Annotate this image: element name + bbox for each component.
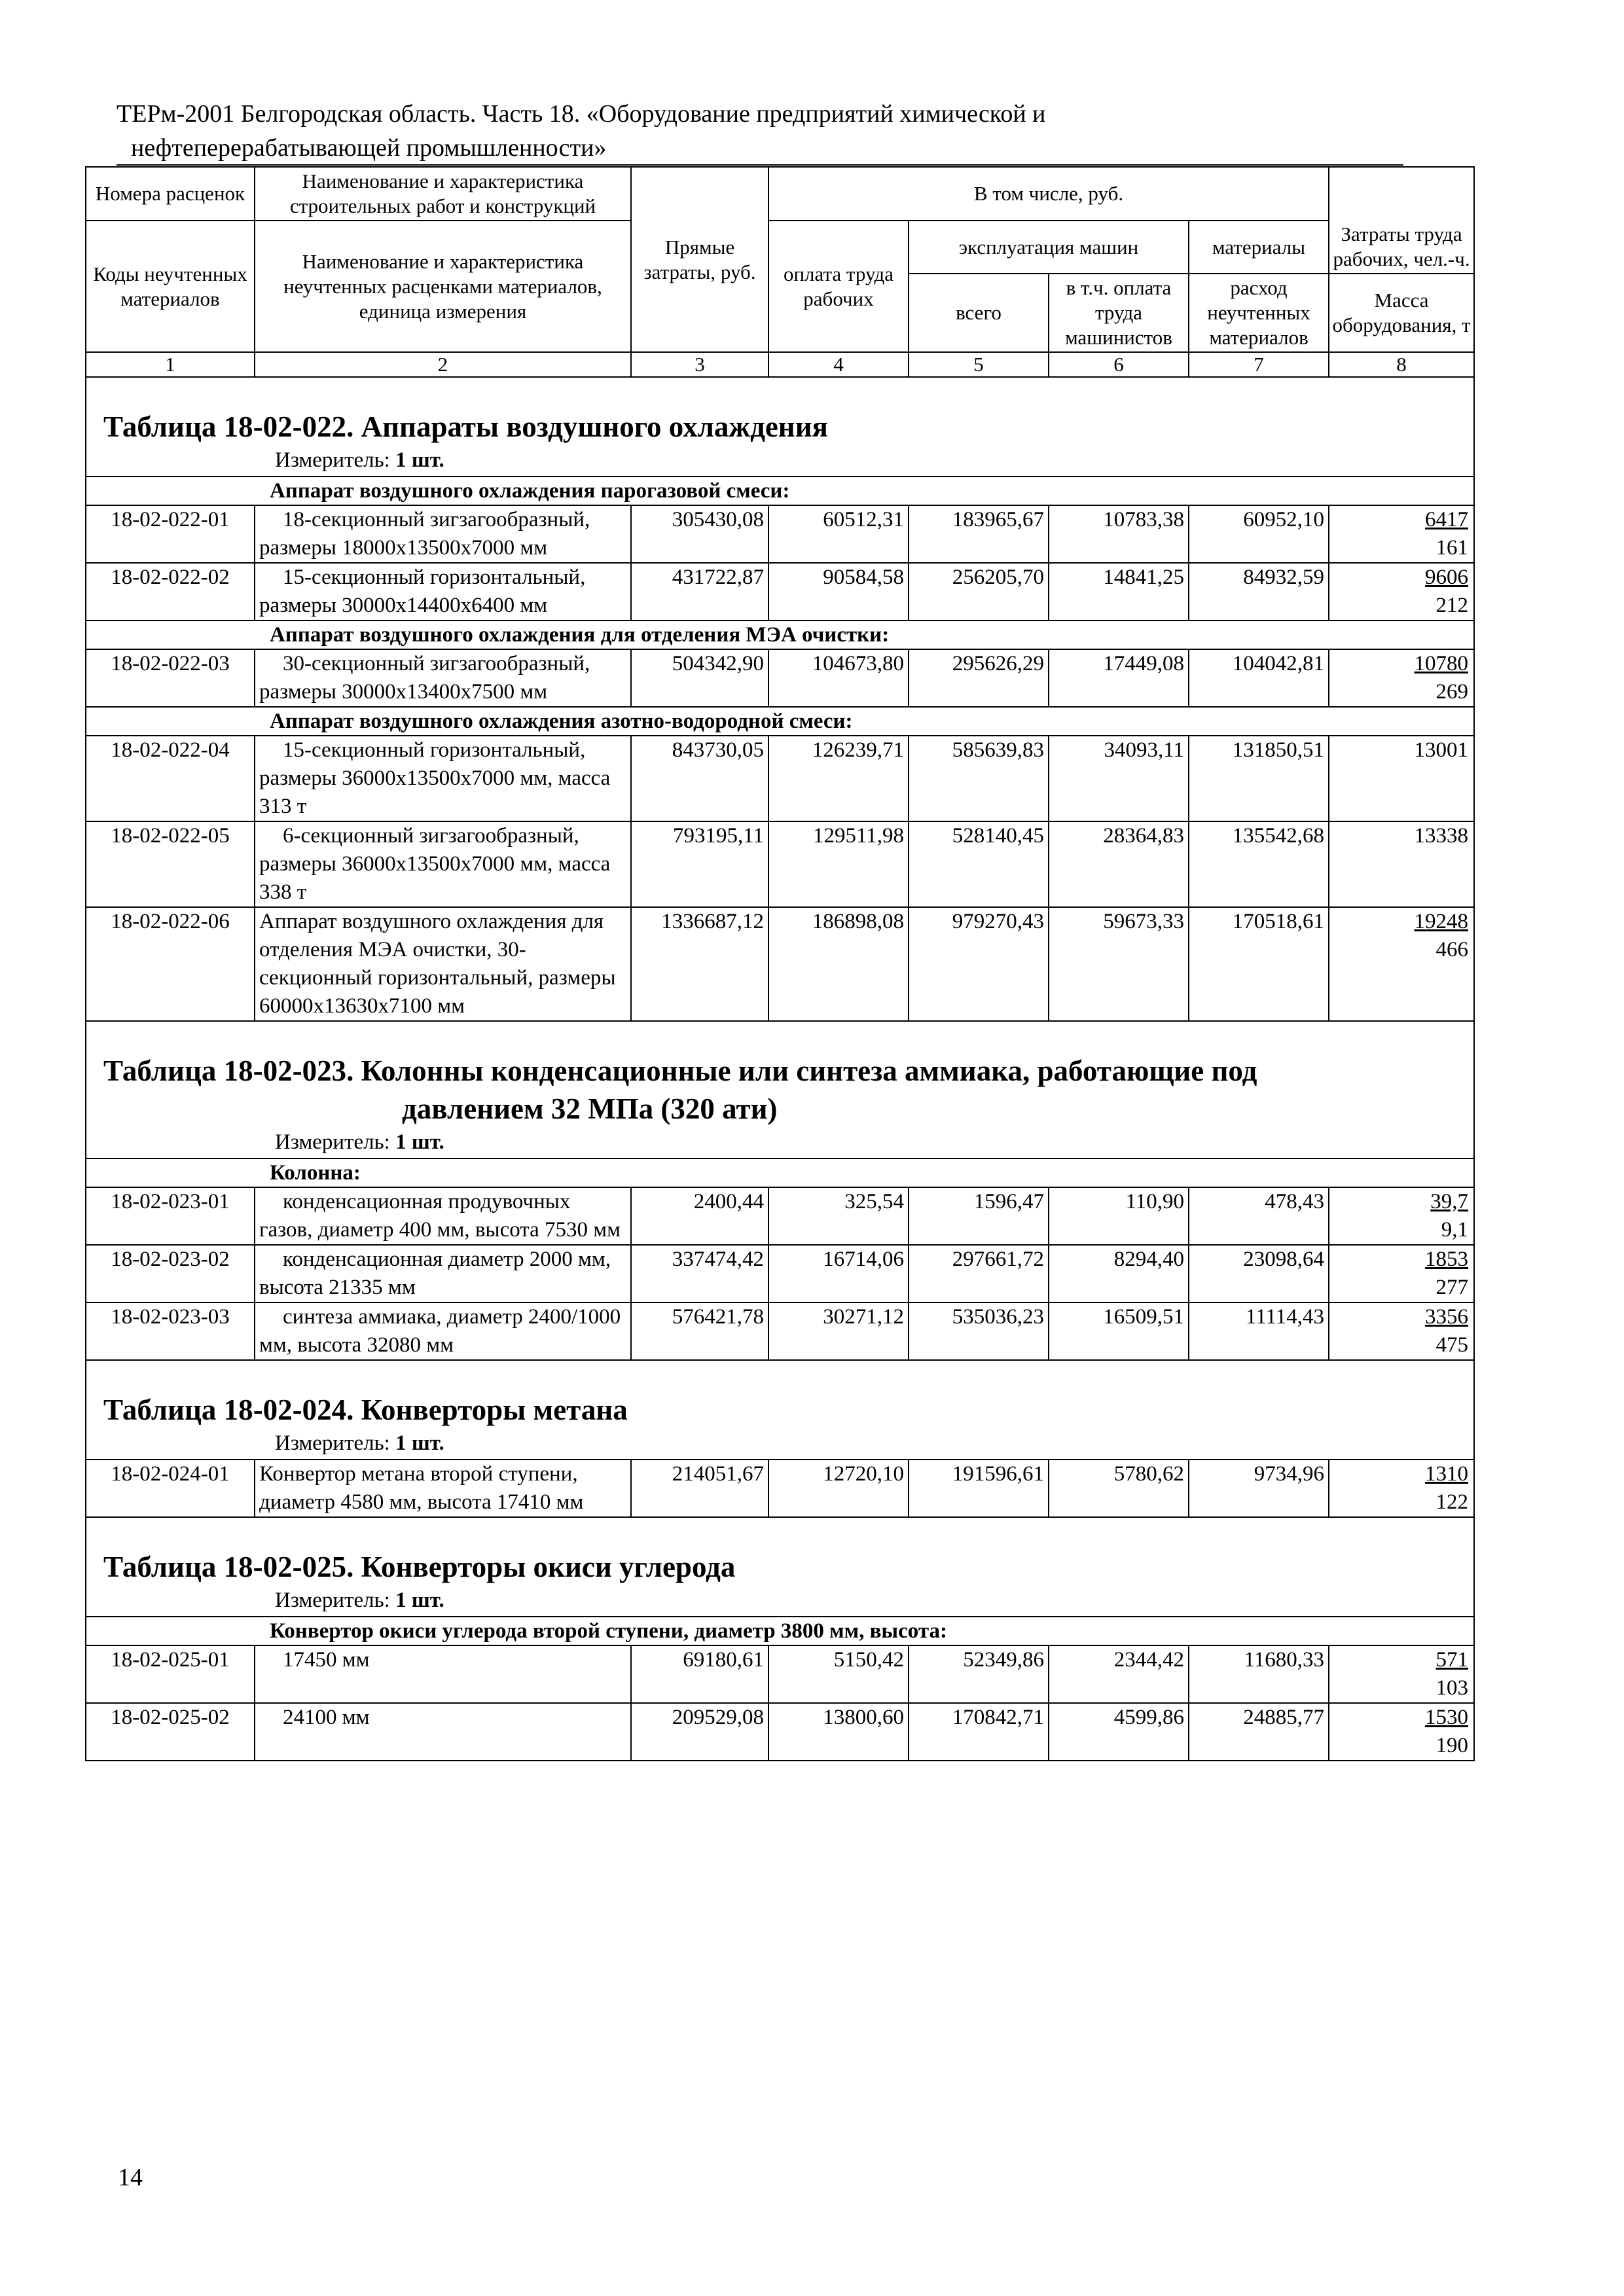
col8-top-header: Затраты труда рабочих, чел.-ч. xyxy=(1329,221,1474,274)
direct-cost: 337474,42 xyxy=(631,1245,768,1302)
machinist-labor-cost: 17449,08 xyxy=(1049,649,1189,707)
table-row xyxy=(86,649,1474,707)
material-cost: 23098,64 xyxy=(1189,1245,1329,1302)
machinist-labor-cost: 110,90 xyxy=(1049,1187,1189,1245)
column-number-cell: 1 xyxy=(86,352,255,377)
labor-hours: 6417 xyxy=(1425,508,1469,531)
labor-hours-cell xyxy=(1329,1645,1474,1703)
labor-cost: 325,54 xyxy=(768,1187,909,1245)
col2-top-header: Наименование и характеристика строительных работ и конструкций xyxy=(255,167,631,221)
direct-cost: 793195,11 xyxy=(631,821,768,907)
table-row xyxy=(86,1460,1474,1517)
material-cost: 24885,77 xyxy=(1189,1703,1329,1761)
col6-header: в т.ч. оплата труда машинистов xyxy=(1049,274,1189,352)
direct-cost: 576421,78 xyxy=(631,1302,768,1360)
col8-top-header-spacer xyxy=(1329,167,1474,221)
machine-cost: 183965,67 xyxy=(909,505,1049,563)
column-number-row xyxy=(86,352,1474,377)
equipment-mass: 475 xyxy=(1435,1333,1469,1357)
labor-cost: 129511,98 xyxy=(768,821,909,907)
rate-name: синтеза аммиака, диаметр 2400/1000 мм, высота 32080 мм xyxy=(255,1302,631,1360)
equipment-mass: 190 xyxy=(1435,1734,1469,1757)
rate-code: 18-02-022-02 xyxy=(86,563,255,620)
table-title xyxy=(90,1518,1470,1586)
table-head xyxy=(86,167,1474,377)
machine-cost: 52349,86 xyxy=(909,1645,1049,1703)
machines-header: эксплуатация машин xyxy=(909,221,1189,274)
rate-code: 18-02-022-05 xyxy=(86,821,255,907)
direct-cost: 1336687,12 xyxy=(631,907,768,1021)
table-row xyxy=(86,1245,1474,1302)
rate-name: 6-секционный зигзагообразный, размеры 36000х13500х7000 мм, масса 338 т xyxy=(255,821,631,907)
column-number-cell: 2 xyxy=(255,352,631,377)
table-title xyxy=(90,378,1470,446)
table-measure xyxy=(90,446,1470,476)
table-title-text: Таблица 18-02-023. Колонны конденсационные или синтеза аммиака, работающие под xyxy=(103,1054,1257,1087)
labor-cost: 16714,06 xyxy=(768,1245,909,1302)
table-row xyxy=(86,907,1474,1021)
measure-label: Измеритель: xyxy=(275,1588,390,1612)
table-row xyxy=(86,736,1474,821)
labor-hours-cell xyxy=(1329,505,1474,563)
labor-cost: 30271,12 xyxy=(768,1302,909,1360)
machine-cost: 979270,43 xyxy=(909,907,1049,1021)
machinist-labor-cost: 10783,38 xyxy=(1049,505,1189,563)
group-header-row xyxy=(86,476,1474,505)
table-title-row xyxy=(86,1517,1474,1617)
machinist-labor-cost: 8294,40 xyxy=(1049,1245,1189,1302)
material-cost: 9734,96 xyxy=(1189,1460,1329,1517)
column-number-cell: 5 xyxy=(909,352,1049,377)
machine-cost: 191596,61 xyxy=(909,1460,1049,1517)
header-line-2: нефтеперерабатывающей промышленности» xyxy=(131,134,607,162)
table-row xyxy=(86,1703,1474,1761)
table-measure xyxy=(90,1586,1470,1616)
labor-cost: 186898,08 xyxy=(768,907,909,1021)
rate-name: 24100 мм xyxy=(255,1703,631,1761)
labor-hours-cell xyxy=(1329,1703,1474,1761)
machine-cost: 170842,71 xyxy=(909,1703,1049,1761)
rate-code: 18-02-023-03 xyxy=(86,1302,255,1360)
machine-cost: 256205,70 xyxy=(909,563,1049,620)
col8-bottom-header: Масса оборудования, т xyxy=(1329,274,1474,352)
equipment-mass: 161 xyxy=(1435,536,1469,560)
labor-hours-cell xyxy=(1329,563,1474,620)
material-cost: 478,43 xyxy=(1189,1187,1329,1245)
labor-hours-cell xyxy=(1329,1187,1474,1245)
labor-hours: 9606 xyxy=(1425,565,1469,589)
labor-cost: 104673,80 xyxy=(768,649,909,707)
table-title xyxy=(90,1022,1470,1128)
col1-bottom-header: Коды неучтенных материалов xyxy=(86,221,255,352)
machine-cost: 528140,45 xyxy=(909,821,1049,907)
col4-header: оплата труда рабочих xyxy=(768,221,909,352)
direct-cost: 2400,44 xyxy=(631,1187,768,1245)
equipment-mass: 103 xyxy=(1435,1676,1469,1700)
table-measure xyxy=(90,1429,1470,1459)
table-measure xyxy=(90,1128,1470,1158)
labor-hours: 1530 xyxy=(1425,1706,1469,1729)
rate-name: 15-секционный горизонтальный, размеры 36000х13500х7000 мм, масса 313 т xyxy=(255,736,631,821)
rate-code: 18-02-025-02 xyxy=(86,1703,255,1761)
labor-hours-cell xyxy=(1329,821,1474,907)
labor-hours: 1310 xyxy=(1425,1462,1469,1486)
direct-cost: 214051,67 xyxy=(631,1460,768,1517)
rate-name: 30-секционный зигзагообразный, размеры 30000х13400х7500 мм xyxy=(255,649,631,707)
labor-hours-cell xyxy=(1329,649,1474,707)
table-body xyxy=(86,377,1474,1761)
group-header-row xyxy=(86,1617,1474,1645)
direct-cost: 69180,61 xyxy=(631,1645,768,1703)
machinist-labor-cost: 59673,33 xyxy=(1049,907,1189,1021)
equipment-mass: 212 xyxy=(1435,594,1469,617)
rate-code: 18-02-022-06 xyxy=(86,907,255,1021)
page-number: 14 xyxy=(118,2164,143,2191)
machine-cost: 1596,47 xyxy=(909,1187,1049,1245)
group-label: Колонна: xyxy=(86,1158,1474,1187)
table-title-cell xyxy=(86,1021,1474,1158)
labor-cost: 126239,71 xyxy=(768,736,909,821)
measure-label: Измеритель: xyxy=(275,448,390,472)
labor-cost: 12720,10 xyxy=(768,1460,909,1517)
rate-code: 18-02-024-01 xyxy=(86,1460,255,1517)
group-header-row xyxy=(86,620,1474,649)
table-title xyxy=(90,1361,1470,1429)
including-header: В том числе, руб. xyxy=(768,167,1329,221)
group-label: Аппарат воздушного охлаждения для отделения МЭА очистки: xyxy=(86,620,1474,649)
table-title-text: Таблица 18-02-024. Конверторы метана xyxy=(103,1393,628,1426)
rate-code: 18-02-022-04 xyxy=(86,736,255,821)
machinist-labor-cost: 16509,51 xyxy=(1049,1302,1189,1360)
labor-hours-cell xyxy=(1329,907,1474,1021)
equipment-mass: 466 xyxy=(1435,938,1469,961)
rate-name: Аппарат воздушного охлаждения для отделения МЭА очистки, 30-секционный горизонтальный, размеры 60000х13630х7100 мм xyxy=(255,907,631,1021)
direct-cost: 305430,08 xyxy=(631,505,768,563)
rate-name: конденсационная диаметр 2000 мм, высота 21335 мм xyxy=(255,1245,631,1302)
machinist-labor-cost: 2344,42 xyxy=(1049,1645,1189,1703)
rate-name: Конвертор метана второй ступени, диаметр 4580 мм, высота 17410 мм xyxy=(255,1460,631,1517)
measure-label: Измеритель: xyxy=(275,1431,390,1455)
material-cost: 60952,10 xyxy=(1189,505,1329,563)
group-label: Конвертор окиси углерода второй ступени, диаметр 3800 мм, высота: xyxy=(86,1617,1474,1645)
table-title-row xyxy=(86,1021,1474,1158)
direct-cost: 843730,05 xyxy=(631,736,768,821)
measure-value: 1 шт. xyxy=(395,1431,444,1455)
machinist-labor-cost: 4599,86 xyxy=(1049,1703,1189,1761)
rate-code: 18-02-025-01 xyxy=(86,1645,255,1703)
labor-hours: 571 xyxy=(1435,1648,1469,1672)
equipment-mass: 269 xyxy=(1435,680,1469,704)
machinist-labor-cost: 5780,62 xyxy=(1049,1460,1189,1517)
group-header-row xyxy=(86,1158,1474,1187)
group-label: Аппарат воздушного охлаждения азотно-водородной смеси: xyxy=(86,707,1474,736)
machine-cost: 297661,72 xyxy=(909,1245,1049,1302)
labor-cost: 60512,31 xyxy=(768,505,909,563)
group-header-row xyxy=(86,707,1474,736)
labor-cost: 13800,60 xyxy=(768,1703,909,1761)
table-title-row xyxy=(86,377,1474,476)
machine-cost: 295626,29 xyxy=(909,649,1049,707)
machinist-labor-cost: 28364,83 xyxy=(1049,821,1189,907)
rate-code: 18-02-023-01 xyxy=(86,1187,255,1245)
column-number-cell: 4 xyxy=(768,352,909,377)
material-cost: 84932,59 xyxy=(1189,563,1329,620)
table-title-cell xyxy=(86,377,1474,476)
material-cost: 11680,33 xyxy=(1189,1645,1329,1703)
col3-header: Прямые затраты, руб. xyxy=(631,167,768,352)
direct-cost: 504342,90 xyxy=(631,649,768,707)
rate-name: 17450 мм xyxy=(255,1645,631,1703)
material-cost: 104042,81 xyxy=(1189,649,1329,707)
equipment-mass: 9,1 xyxy=(1441,1218,1469,1242)
rate-name: конденсационная продувочных газов, диаметр 400 мм, высота 7530 мм xyxy=(255,1187,631,1245)
table-title-continuation: давлением 32 МПа (320 ати) xyxy=(402,1092,778,1125)
labor-hours-cell xyxy=(1329,736,1474,821)
labor-hours: 10780 xyxy=(1414,652,1469,675)
table-row xyxy=(86,563,1474,620)
table-title-cell xyxy=(86,1360,1474,1460)
table-row xyxy=(86,1187,1474,1245)
labor-hours: 1853 xyxy=(1425,1247,1469,1271)
rate-code: 18-02-023-02 xyxy=(86,1245,255,1302)
column-number-cell: 7 xyxy=(1189,352,1329,377)
col5-header: всего xyxy=(909,274,1049,352)
table-row xyxy=(86,1302,1474,1360)
equipment-mass: 122 xyxy=(1435,1490,1469,1514)
measure-value: 1 шт. xyxy=(395,1588,444,1612)
table-title-row xyxy=(86,1360,1474,1460)
table-row xyxy=(86,821,1474,907)
header-line-1: ТЕРм-2001 Белгородская область. Часть 18. «Оборудование предприятий химической и xyxy=(117,100,1046,128)
machinist-labor-cost: 14841,25 xyxy=(1049,563,1189,620)
machinist-labor-cost: 34093,11 xyxy=(1049,736,1189,821)
material-cost: 170518,61 xyxy=(1189,907,1329,1021)
table-row xyxy=(86,505,1474,563)
table-row xyxy=(86,1645,1474,1703)
labor-hours-cell xyxy=(1329,1460,1474,1517)
equipment-mass: 277 xyxy=(1435,1276,1469,1299)
column-number-cell: 3 xyxy=(631,352,768,377)
labor-cost: 90584,58 xyxy=(768,563,909,620)
machine-cost: 535036,23 xyxy=(909,1302,1049,1360)
labor-cost: 5150,42 xyxy=(768,1645,909,1703)
header-rule xyxy=(117,164,1403,166)
labor-hours: 13001 xyxy=(1414,738,1469,762)
machine-cost: 585639,83 xyxy=(909,736,1049,821)
measure-value: 1 шт. xyxy=(395,1130,444,1154)
rate-code: 18-02-022-03 xyxy=(86,649,255,707)
table-title-cell xyxy=(86,1517,1474,1617)
column-number-cell: 6 xyxy=(1049,352,1189,377)
labor-hours: 3356 xyxy=(1425,1305,1469,1329)
labor-hours: 39,7 xyxy=(1430,1190,1469,1213)
document-header xyxy=(117,97,1458,165)
table-title-text: Таблица 18-02-022. Аппараты воздушного охлаждения xyxy=(103,410,829,443)
rate-name: 15-секционный горизонтальный, размеры 30000х14400х6400 мм xyxy=(255,563,631,620)
material-cost: 11114,43 xyxy=(1189,1302,1329,1360)
materials-header: материалы xyxy=(1189,221,1329,274)
measure-label: Измеритель: xyxy=(275,1130,390,1154)
labor-hours-cell xyxy=(1329,1245,1474,1302)
material-cost: 135542,68 xyxy=(1189,821,1329,907)
direct-cost: 431722,87 xyxy=(631,563,768,620)
group-label: Аппарат воздушного охлаждения парогазовой смеси: xyxy=(86,476,1474,505)
column-number-cell: 8 xyxy=(1329,352,1474,377)
col7-header: расход неучтенных материалов xyxy=(1189,274,1329,352)
material-cost: 131850,51 xyxy=(1189,736,1329,821)
labor-hours-cell xyxy=(1329,1302,1474,1360)
rate-code: 18-02-022-01 xyxy=(86,505,255,563)
labor-hours: 19248 xyxy=(1414,910,1469,933)
table-title-text: Таблица 18-02-025. Конверторы окиси углерода xyxy=(103,1551,736,1583)
col2-bottom-header: Наименование и характеристика неучтенных расценками материалов, единица измерения xyxy=(255,221,631,352)
rate-name: 18-секционный зигзагообразный, размеры 18000х13500х7000 мм xyxy=(255,505,631,563)
measure-value: 1 шт. xyxy=(395,448,444,472)
rates-table xyxy=(85,166,1475,1761)
direct-cost: 209529,08 xyxy=(631,1703,768,1761)
col1-top-header: Номера расценок xyxy=(86,167,255,221)
labor-hours: 13338 xyxy=(1414,824,1469,848)
